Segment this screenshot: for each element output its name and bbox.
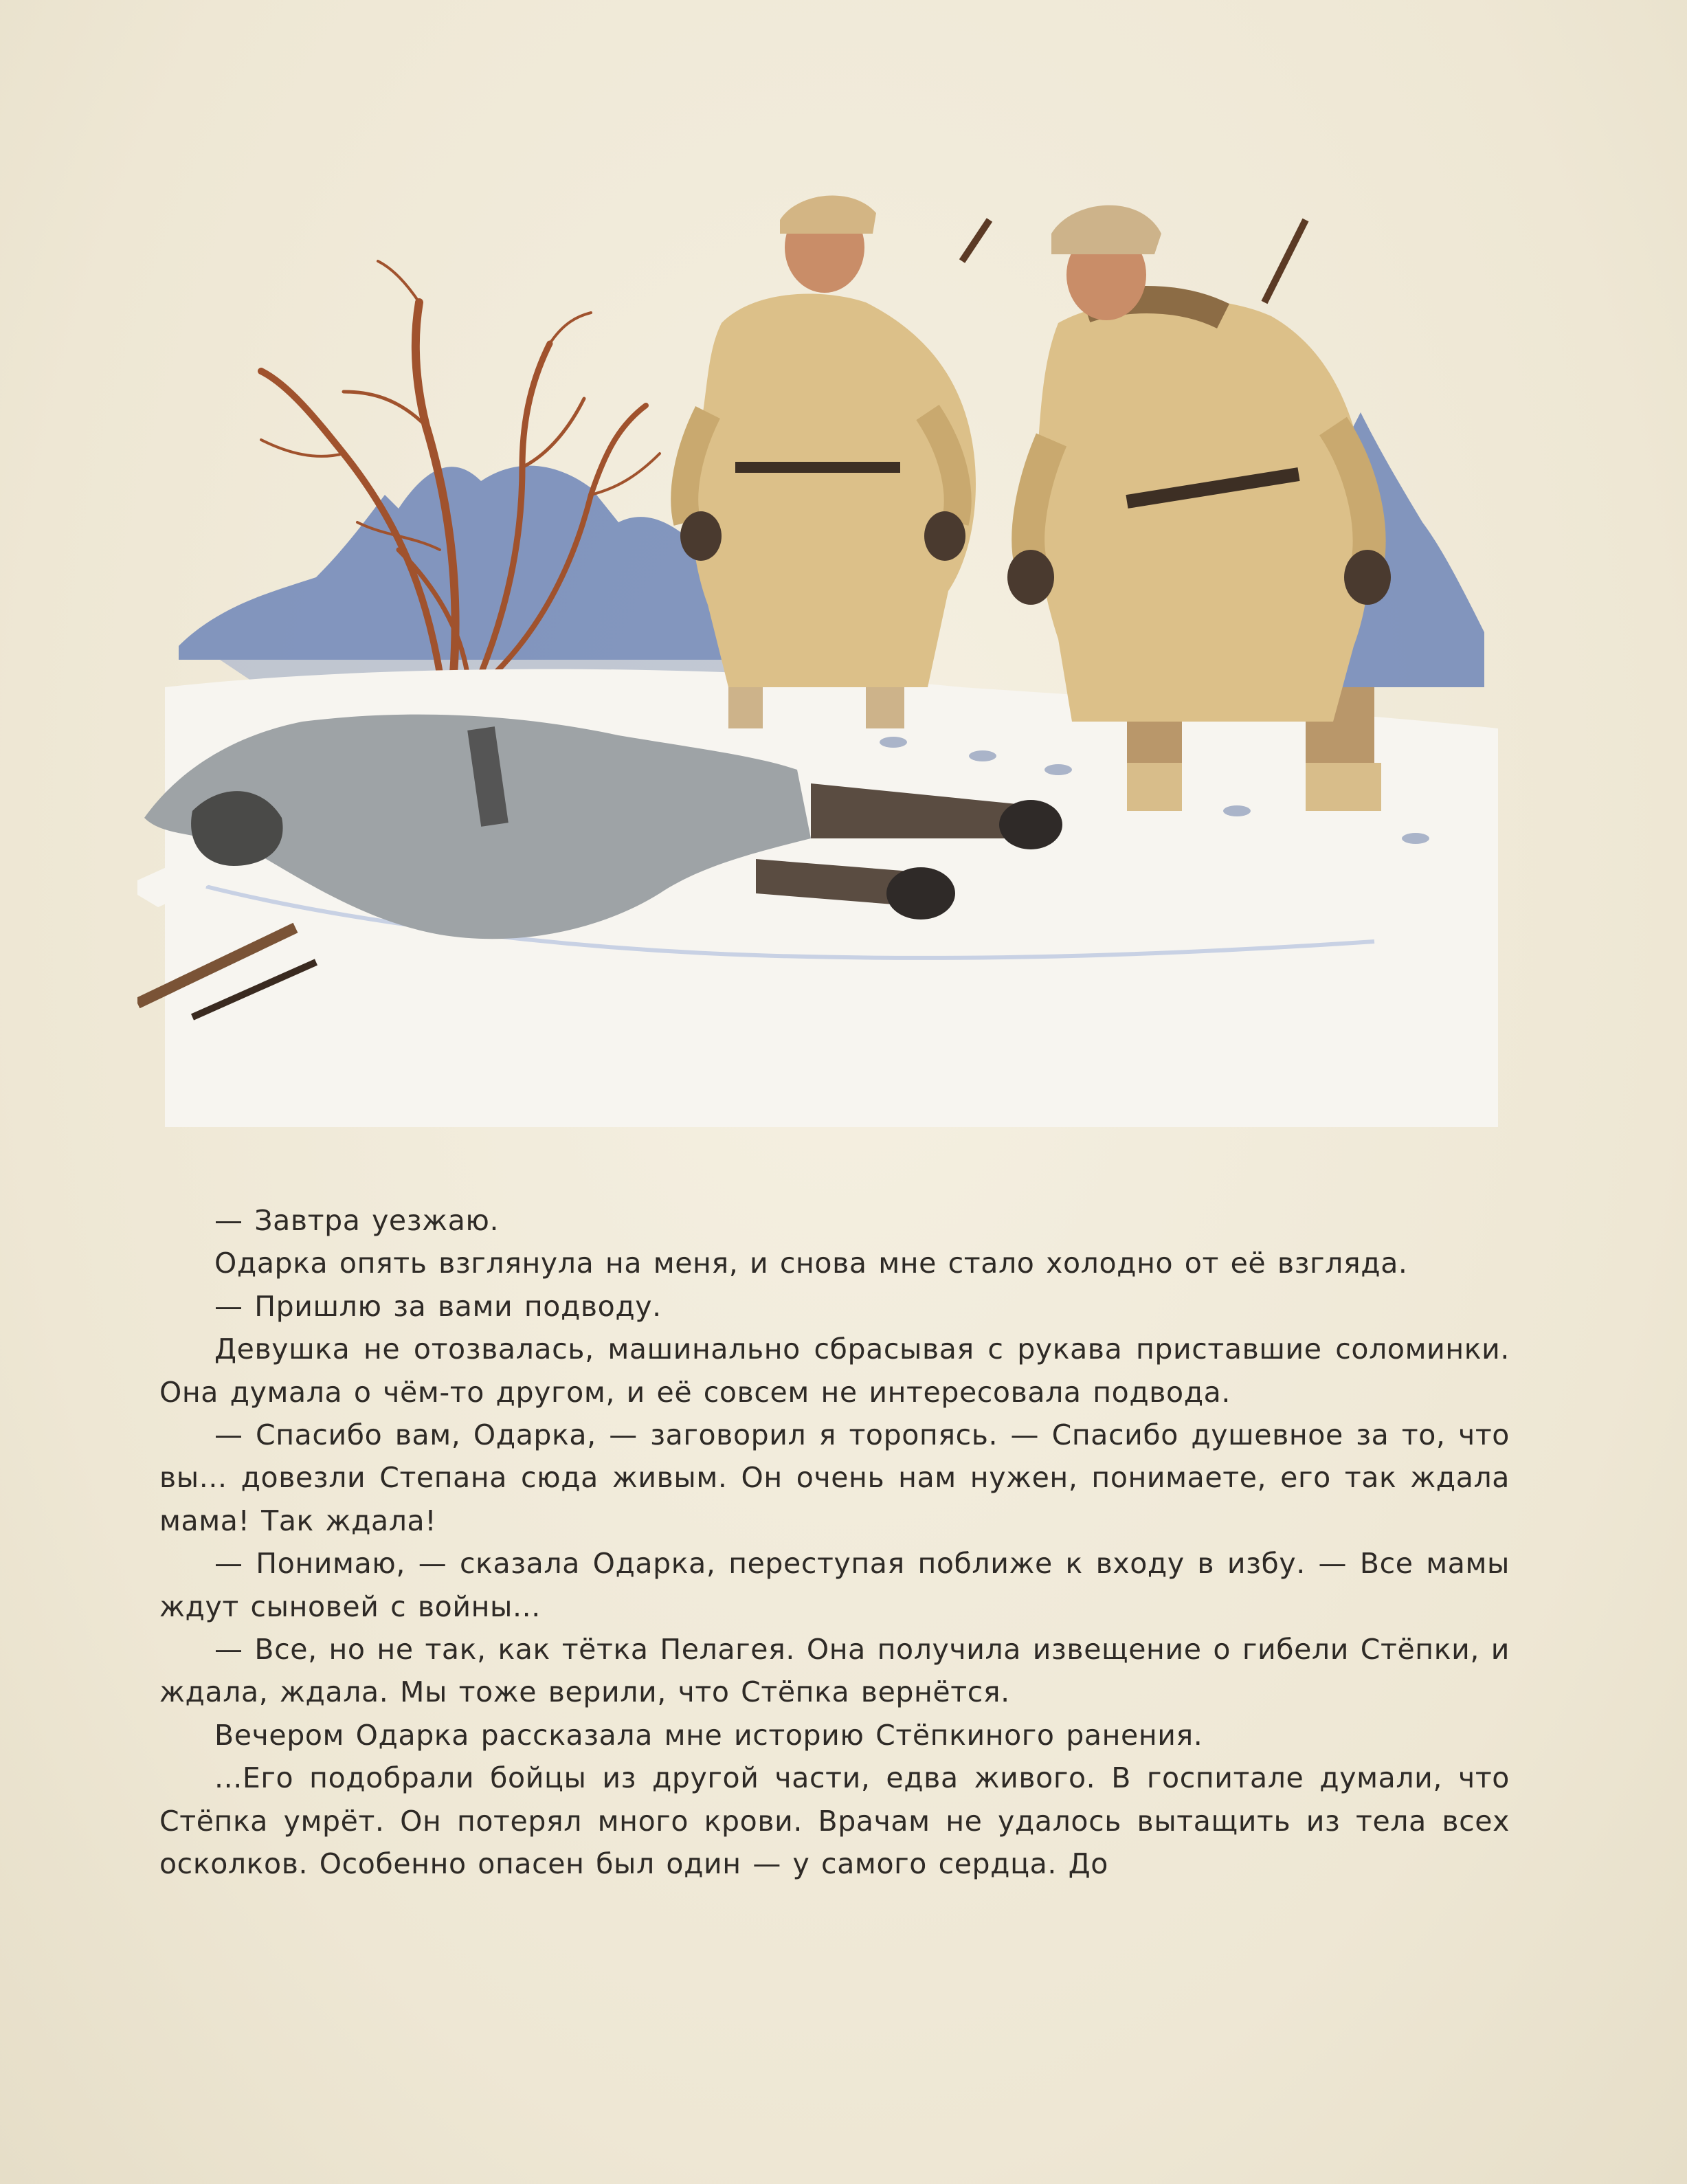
paragraph: — Понимаю, — сказала Одарка, переступая поближе к входу в избу. — Все мамы ждут сыновей с войны...	[159, 1547, 1510, 1623]
paragraph: — Спасибо вам, Одарка, — заговорил я торопясь. — Спасибо душевное за то, что вы... довезли Степана сюда живым. Он очень нам нужен, понимаете, его так ждала мама! Так ждала!	[159, 1418, 1510, 1537]
paragraph: — Все, но не так, как тётка Пелагея. Она получила извещение о гибели Стёпки, и ждала, ждала. Мы тоже верили, что Стёпка вернётся.	[159, 1633, 1510, 1709]
story-illustration	[137, 165, 1526, 1127]
paragraph: — Завтра уезжаю.	[214, 1204, 500, 1237]
paragraph: Одарка опять взглянула на меня, и снова мне стало холодно от её взгляда.	[214, 1247, 1408, 1280]
story-text	[159, 1199, 1510, 1886]
standing-man-left	[680, 196, 990, 728]
paragraph: Вечером Одарка рассказала мне историю Стёпкиного ранения.	[214, 1718, 1203, 1752]
paragraph: ...Его подобрали бойцы из другой части, едва живого. В госпитале думали, что Стёпка умрёт. Он потерял много крови. Врачам не удалось вытащить из тела всех осколков. Особенно опасен был один — у самого сердца. До	[159, 1761, 1510, 1881]
paragraph: — Пришлю за вами подводу.	[214, 1289, 662, 1323]
paragraph: Девушка не отозвалась, машинально сбрасывая с рукава приставшие соломинки. Она думала о чём-то другом, и её совсем не интересовала подвода.	[159, 1333, 1510, 1409]
